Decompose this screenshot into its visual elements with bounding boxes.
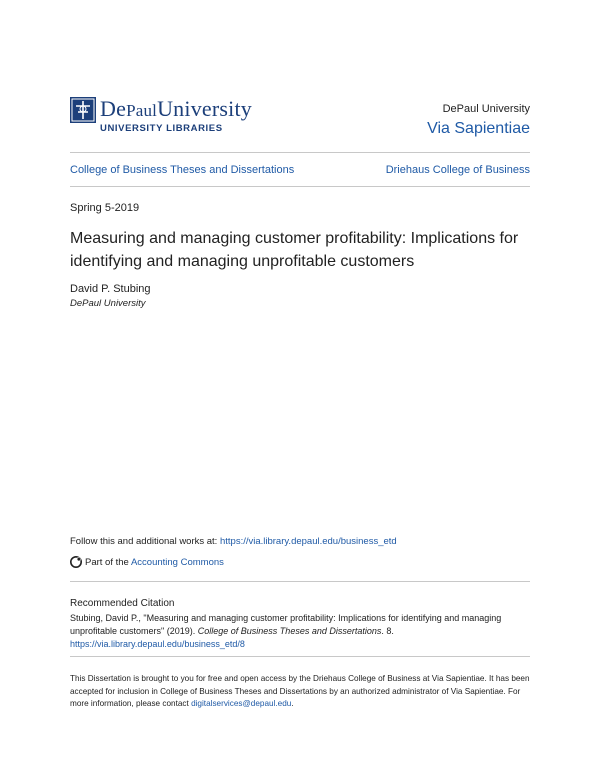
divider	[70, 152, 530, 153]
follow-url-link[interactable]: https://via.library.depaul.edu/business_etd	[219, 536, 397, 547]
logo-subtitle: UNIVERSITY LIBRARIES	[100, 123, 223, 134]
citation-text: Stubing, David P., "Measuring and managing customer profitability: Implications for identifying and managing unprofitable customers" (2019). College of Business Theses and Dissertations. 8. https://via.library.depaul.edu/business_etd/8	[70, 613, 502, 649]
divider	[70, 186, 530, 187]
follow-line	[70, 536, 397, 547]
author-name: David P. Stubing	[70, 283, 151, 295]
document-title: Measuring and managing customer profitability: Implications for identifying and managing unprofitable customers	[70, 230, 519, 270]
college-link[interactable]: Driehaus College of Business	[385, 164, 530, 176]
part-of-line	[70, 556, 224, 568]
collection-link[interactable]: College of Business Theses and Dissertations	[70, 164, 295, 176]
citation-url-link[interactable]: https://via.library.depaul.edu/business_etd/8	[70, 639, 245, 649]
follow-prefix: Follow this and additional works at:	[70, 536, 220, 547]
divider	[70, 656, 530, 657]
author-affiliation: DePaul University	[70, 298, 146, 309]
contact-email-link[interactable]: digitalservices@depaul.edu	[191, 699, 292, 708]
repository-name-link[interactable]: Via Sapientiae	[427, 120, 530, 137]
divider	[70, 581, 530, 582]
publication-date: Spring 5-2019	[70, 202, 140, 214]
repository-institution: DePaul University	[442, 103, 530, 115]
citation-heading: Recommended Citation	[70, 598, 175, 609]
accounting-commons-link[interactable]: Accounting Commons	[130, 556, 224, 568]
commons-network-icon	[70, 556, 82, 568]
depaul-emblem-icon	[70, 97, 96, 123]
access-notice: This Dissertation is brought to you for free and open access by the Driehaus College of Business at Via Sapientiae. It has been accepted for inclusion in College of Business Theses and Dissertations by an authorized administrator of Via Sapientiae. For more information, please contact digitalservices@depaul.edu.	[70, 674, 530, 708]
citation-series: College of Business Theses and Dissertations	[197, 626, 382, 636]
part-of-prefix: Part of the	[85, 556, 131, 568]
depaul-logo	[70, 96, 300, 140]
logo-wordmark: DePaulUniversity	[100, 96, 252, 121]
